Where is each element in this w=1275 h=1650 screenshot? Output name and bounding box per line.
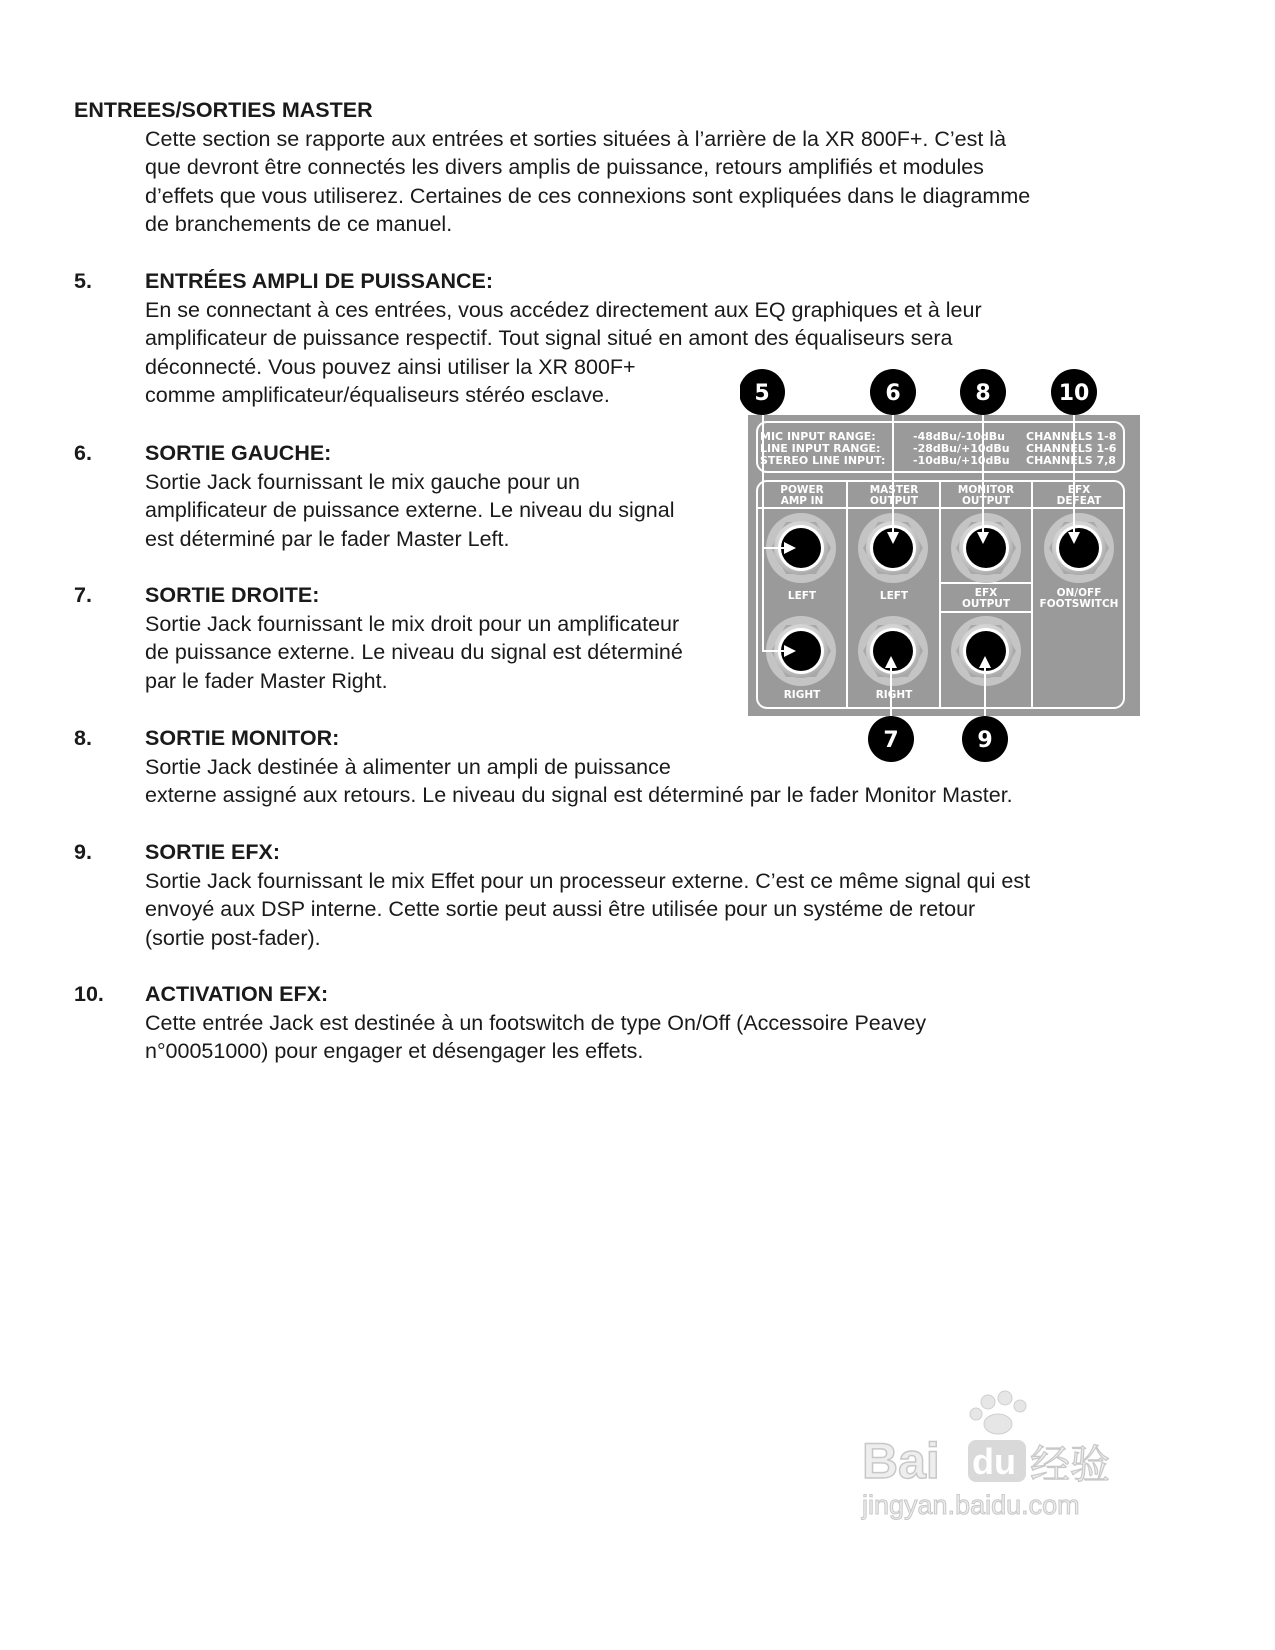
- section-number: 9.: [74, 840, 92, 864]
- info-channels: CHANNELS 7,8: [1026, 454, 1116, 467]
- paragraph-line: d’effets que vous utiliserez. Certaines de ces connexions sont expliquées dans le diagramme: [145, 183, 1031, 208]
- paragraph-line: (sortie post-fader).: [145, 925, 321, 950]
- info-range: -28dBu/+10dBu: [913, 442, 1010, 455]
- paragraph-line: de branchements de ce manuel.: [145, 212, 453, 237]
- svg-text:Bai: Bai: [862, 1433, 940, 1489]
- section-title: SORTIE GAUCHE:: [145, 441, 332, 465]
- column-header: MASTER: [869, 484, 919, 496]
- callout-number: 10: [1058, 381, 1090, 406]
- jack-efx-defeat: [1044, 513, 1114, 583]
- jack-label: RIGHT: [783, 689, 821, 701]
- paragraph-line: Sortie Jack fournissant le mix gauche pour un: [145, 469, 581, 494]
- callout-number: 8: [975, 381, 991, 406]
- section-title: SORTIE EFX:: [145, 840, 280, 864]
- paragraph-line: comme amplificateur/équaliseurs stéréo esclave.: [145, 383, 610, 408]
- jack-monitor-output: [951, 513, 1021, 583]
- jack-label: OUTPUT: [962, 598, 1010, 610]
- jack-label: ON/OFF: [1056, 587, 1102, 599]
- paragraph-line: Sortie Jack fournissant le mix droit pour un amplificateur: [145, 611, 680, 636]
- column-header: OUTPUT: [870, 495, 918, 507]
- paragraph-line: Sortie Jack destinée à alimenter un ampli de puissance: [145, 754, 671, 779]
- section-number: 10.: [74, 982, 104, 1006]
- section-9: [0, 838, 1275, 952]
- callout-number: 6: [885, 381, 901, 406]
- section-number: 7.: [74, 583, 92, 607]
- paragraph-line: Cette entrée Jack est destinée à un footswitch de type On/Off (Accessoire Peavey: [145, 1010, 927, 1035]
- paragraph-line: Cette section se rapporte aux entrées et sorties situées à l’arrière de la XR 800F+. C’est là: [145, 126, 1007, 151]
- column-header: OUTPUT: [962, 495, 1010, 507]
- paragraph-line: n°00051000) pour engager et désengager les effets.: [145, 1039, 644, 1064]
- callout-number: 5: [754, 381, 770, 406]
- info-range: -48dBu/-10dBu: [913, 430, 1005, 443]
- section-title: ACTIVATION EFX:: [145, 982, 329, 1006]
- jack-master-right: [858, 616, 928, 686]
- paragraph-line: Sortie Jack fournissant le mix Effet pour un processeur externe. C’est ce même signal qui est: [145, 868, 1031, 893]
- rear-panel-diagram: [740, 365, 1150, 765]
- paragraph-line: que devront être connectés les divers amplis de puissance, retours amplifiés et modules: [145, 155, 984, 180]
- paragraph-line: est déterminé par le fader Master Left.: [145, 526, 510, 551]
- callout-number: 7: [883, 728, 899, 753]
- baidu-watermark-logo: [860, 1390, 1140, 1520]
- section-title: ENTREES/SORTIES MASTER: [74, 98, 373, 122]
- paragraph-line: amplificateur de puissance externe. Le niveau du signal: [145, 498, 675, 523]
- section-number: 8.: [74, 726, 92, 750]
- column-header: EFX: [1067, 484, 1091, 496]
- jack-label: LEFT: [879, 590, 909, 602]
- info-label: MIC INPUT RANGE:: [760, 430, 876, 443]
- paragraph-line: de puissance externe. Le niveau du signal est déterminé: [145, 640, 683, 665]
- jack-label: LEFT: [787, 590, 817, 602]
- paragraph-line: En se connectant à ces entrées, vous accédez directement aux EQ graphiques et à leur: [145, 297, 982, 322]
- section-number: 5.: [74, 269, 92, 293]
- svg-text:du: du: [972, 1441, 1016, 1482]
- svg-text:经验: 经验: [1030, 1442, 1110, 1488]
- info-range: -10dBu/+10dBu: [913, 454, 1010, 467]
- column-header: MONITOR: [957, 484, 1015, 496]
- column-header: AMP IN: [780, 495, 824, 507]
- info-channels: CHANNELS 1-6: [1026, 442, 1117, 455]
- svg-text:jingyan.baidu.com: jingyan.baidu.com: [862, 1490, 1080, 1520]
- paragraph-line: envoyé aux DSP interne. Cette sortie peut aussi être utilisée pour un systéme de retour: [145, 897, 976, 922]
- paragraph-line: par le fader Master Right.: [145, 668, 388, 693]
- info-channels: CHANNELS 1-8: [1026, 430, 1117, 443]
- intro-section: [0, 96, 1275, 239]
- jack-label: RIGHT: [875, 689, 913, 701]
- section-title: SORTIE DROITE:: [145, 583, 320, 607]
- section-title: SORTIE MONITOR:: [145, 726, 340, 750]
- column-header: POWER: [780, 484, 824, 496]
- jack-label: FOOTSWITCH: [1039, 598, 1119, 610]
- paragraph-line: déconnecté. Vous pouvez ainsi utiliser la XR 800F+: [145, 354, 636, 379]
- info-label: LINE INPUT RANGE:: [760, 442, 881, 455]
- section-10: [0, 980, 1275, 1066]
- callout-number: 9: [977, 728, 993, 753]
- jack-label: EFX: [974, 587, 998, 599]
- section-title: ENTRÉES AMPLI DE PUISSANCE:: [145, 269, 494, 293]
- column-header: DEFEAT: [1056, 495, 1102, 507]
- paragraph-line: externe assigné aux retours. Le niveau du signal est déterminé par le fader Monitor Master.: [145, 783, 1013, 808]
- section-number: 6.: [74, 441, 92, 465]
- paragraph-line: amplificateur de puissance respectif. Tout signal situé en amont des équaliseurs sera: [145, 326, 953, 351]
- info-label: STEREO LINE INPUT:: [760, 454, 886, 467]
